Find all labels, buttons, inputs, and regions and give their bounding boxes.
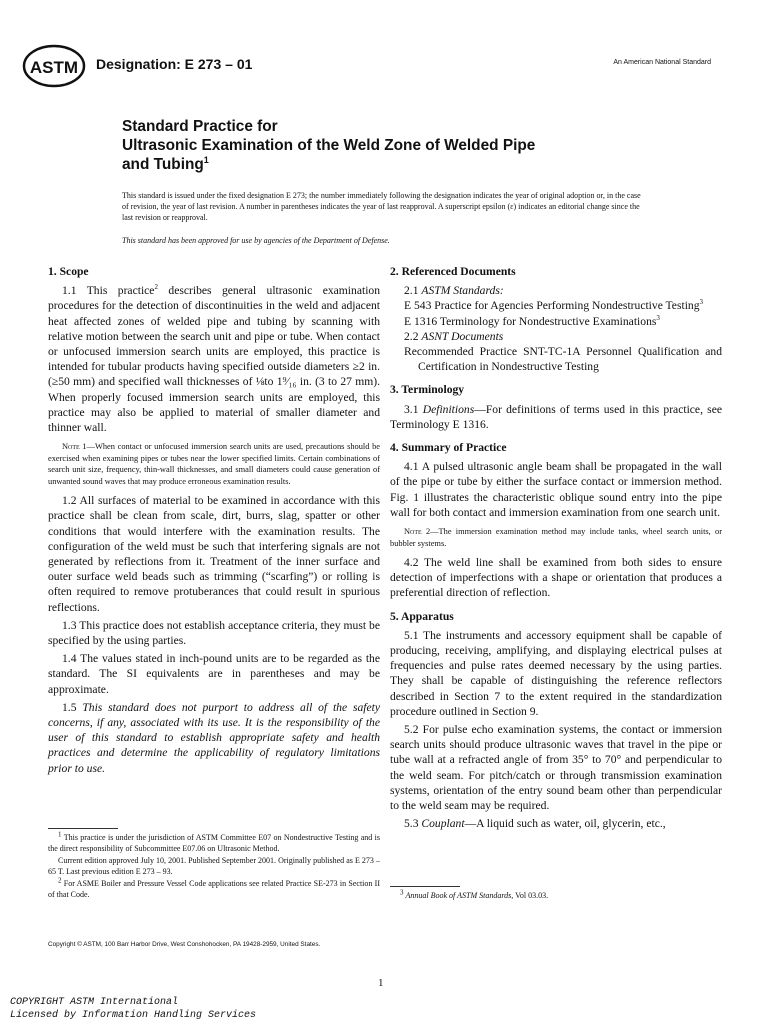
section-heading-scope: 1. Scope (48, 265, 89, 278)
section-heading-summary: 4. Summary of Practice (390, 441, 507, 455)
paragraph-5-2: 5.2 For pulse echo examination systems, the contact or immersion search units should produce ultrasonic waves that travel in the pipe or tube wall at a refracted angle of from 35° to 70° and perpendicular to the weld seam. For pitch/catch or through transmission examination systems, orientation of the entry sound beam other than perpendicular to the weld seam may be required. (390, 723, 722, 813)
ref-e1316: E 1316 Terminology for Nondestructive Examinations$^3$ (404, 313, 660, 328)
right-column (390, 262, 722, 835)
paragraph-2-1: 2.1 ASTM Standards: (404, 284, 504, 298)
footnote-rule-right (390, 886, 460, 887)
footnote-2: $^2$ For ASME Boiler and Pressure Vessel Code applications see related Practice SE-273 in Section II of that Code. (48, 876, 380, 899)
ref-snt-tc-1a: Recommended Practice SNT-TC-1A Personnel Qualification and Certification in Nondestructive Testing (404, 345, 722, 374)
paragraph-5-3: 5.3 Couplant—A liquid such as water, oil, glycerin, etc., (404, 817, 666, 831)
astm-logo-icon (22, 44, 86, 88)
issue-note: This standard is issued under the fixed designation E 273; the number immediately following the designation indicates the year of original adoption or, in the case of revision, the year of last revision. A number in parentheses indicates the year of last reapproval. A superscript epsilon (ε) indicates an editorial change since the last revision or reapproval. (122, 191, 641, 222)
footnote-3: $^3$ Annual Book of ASTM Standards, Vol 03.03. (400, 888, 549, 900)
page-number: 1 (378, 977, 384, 989)
section-heading-apparatus: 5. Apparatus (390, 609, 454, 623)
paragraph-5-1: 5.1 The instruments and accessory equipment shall be capable of producing, receiving, amplifying, and displaying electrical pulses at frequencies and pulse rates deemed necessary by the using parties. They shall be capable of distinguishing the reference reflectors described in Section 7 to the extent required in the standardization procedure outlined in Section 9. (390, 628, 722, 718)
title-line-3: and Tubing (122, 156, 204, 173)
footnote-1b: Current edition approved July 10, 2001. Published September 2001. Originally published as E 273 – 65 T. Last previous edition E 273 – 93. (48, 856, 380, 876)
title-line-1: Standard Practice for (122, 118, 278, 135)
title-line-2: Ultrasonic Examination of the Weld Zone of Welded Pipe (122, 137, 536, 154)
footnote-rule (48, 828, 118, 829)
paragraph-4-2: 4.2 The weld line shall be examined from both sides to ensure detection of imperfections with a shape or orientation that produces a preferential direction of reflection. (390, 556, 722, 600)
footnotes-left (48, 828, 380, 902)
copyright-line: Copyright © ASTM, 100 Barr Harbor Drive, West Conshohocken, PA 19428-2959, United States. (48, 941, 321, 948)
note-1: Note 1—When contact or unfocused immersion search units are used, precautions should be exercised when examining pipes or tubes near the lower specified limits. Certain combinations of search unit size, frequency, thin-wall thicknesses, and small diameters could cause generation of unwanted sound waves that may produce erroneous examination results. (48, 442, 380, 486)
paragraph-2-2: 2.2 ASNT Documents (404, 329, 504, 343)
american-national-standard: An American National Standard (613, 59, 711, 66)
paragraph-1-2: 1.2 All surfaces of material to be examined in accordance with this practice shall be clean from scale, dirt, burrs, slag, spatter or other conditions that would interfere with the examination results. The configuration of the weld must be such that interfering signals are not generated by reflections from it. Treatment of the inner surface and outer surface weld beads such as trimming (“scarfing”) or rolling is often required to remove protuberances that could result in spurious reflections. (48, 494, 380, 614)
section-heading-referenced-documents: 2. Referenced Documents (390, 265, 516, 278)
paragraph-1-4: 1.4 The values stated in inch-pound units are to be regarded as the standard. The SI equivalents are in parentheses and may be approximate. (48, 652, 380, 696)
note-2: Note 2—The immersion examination method may include tanks, wheel search units, or bubbler systems. (390, 527, 722, 548)
paragraph-4-1: 4.1 A pulsed ultrasonic angle beam shall be propagated in the wall of the pipe or tube by either the surface contact or immersion method. Fig. 1 illustrates the characteristic oblique sound entry into the pipe wall for both contact and immersion examination from one search unit. (390, 460, 722, 519)
stamp-line-1: COPYRIGHT ASTM International (10, 997, 179, 1008)
ref-e543: E 543 Practice for Agencies Performing Nondestructive Testing$^3$ (404, 298, 704, 313)
approved-note: This standard has been approved for use by agencies of the Department of Defense. (122, 236, 390, 245)
designation: Designation: E 273 – 01 (96, 56, 253, 72)
license-stamp (10, 996, 256, 1022)
footnote-1: $^1$ This practice is under the jurisdiction of ASTM Committee E07 on Nondestructive Testing and is the direct responsibility of Subcommittee E07.06 on Ultrasonic Method. (48, 830, 380, 853)
paragraph-3-1: 3.1 Definitions—For definitions of terms used in this practice, see Terminology E 1316. (390, 402, 722, 431)
paragraph-1-3: 1.3 This practice does not establish acceptance criteria, they must be specified by the using parties. (48, 618, 380, 648)
stamp-line-2: Licensed by Information Handling Services (10, 1010, 257, 1021)
section-heading-terminology: 3. Terminology (390, 383, 465, 397)
logo-text: ASTM (29, 58, 79, 77)
paragraph-1-1: 1.1 This practice$^2$ describes general ultrasonic examination procedures for the detection of discontinuities in the weld and adjacent heat affected zones of welded pipe and tubing by scanning with relative motion between the search unit and pipe or tube. When contact or unfocused immersion search units are employed, this practice is intended for tubular products having specified outside diameters ≥2 in. (≥50 mm) and specified wall thicknesses of ⅛to 1⁹⁄₁₆ in. (3 to 27 mm). When properly focused immersion search units are employed, this practice may also be applied to material of smaller diameter and thinner wall. (48, 283, 381, 435)
document-title (122, 117, 682, 174)
left-column (48, 262, 380, 779)
footnotes-right (390, 886, 722, 902)
title-footnote-mark: 1 (203, 154, 209, 165)
paragraph-1-5: 1.5 This standard does not purport to address all of the safety concerns, if any, associated with its use. It is the responsibility of the user of this standard to establish appropriate safety and health practices and determine the applicability of regulatory limitations prior to use. (48, 700, 381, 775)
